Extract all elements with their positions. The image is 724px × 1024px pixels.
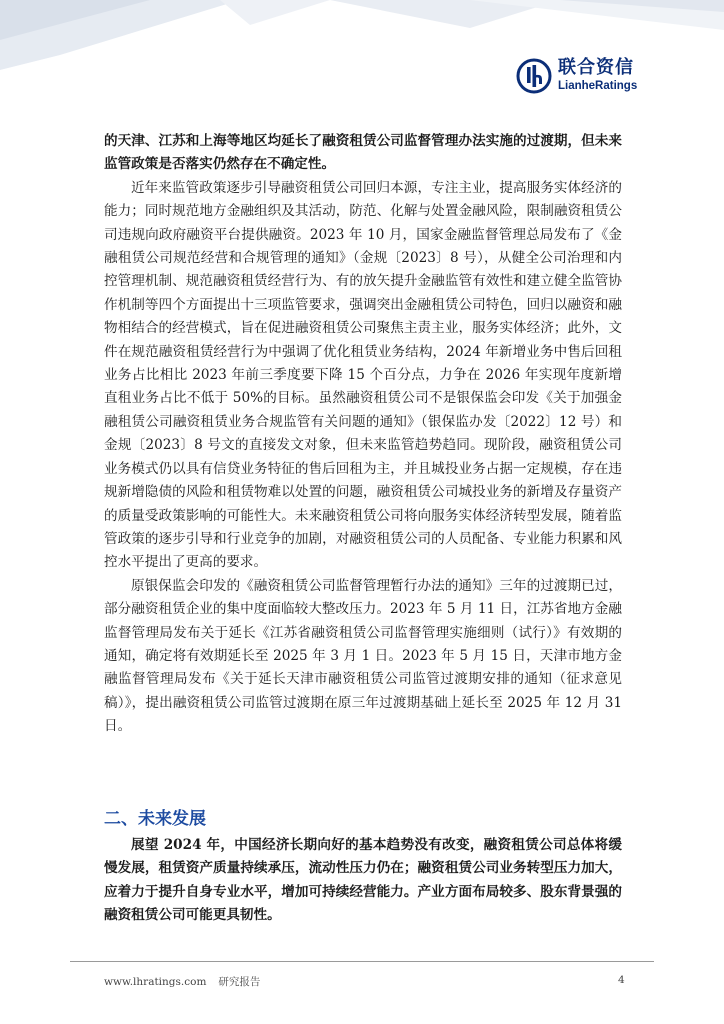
footer-divider: [70, 961, 654, 962]
lianhe-logo-icon: [516, 58, 552, 94]
company-logo: [516, 56, 676, 96]
paragraph-regulatory-policy: 近年来监管政策逐步引导融资租赁公司回归本源，专注主业，提高服务实体经济的能力；同时规范地方金融组织及其活动，防范、化解与处置金融风险，限制融资租赁公司违规向政府融资平台提供融资。2023 年 10 月，国家金融监督管理总局发布了《金融租赁公司规范经营和合规管理的通知》（金规〔2023〕8 号），从健全公司治理和内控管理机制、规范融资租赁经营行为、有的放矢提升金融监管有效性和建立健全监管协作机制等四个方面提出十三项监管要求，强调突出金融租赁公司特色，回归以融资和融物相结合的经营模式，旨在促进融资租赁公司聚焦主责主业，服务实体经济；此外，文件在规范融资租赁经营行为中强调了优化租赁业务结构，2024 年新增业务中售后回租业务占比相比 2023 年前三季度要下降 15 个百分点，力争在 2026 年实现年度新增直租业务占比不低于 50%的目标。虽然融资租赁公司不是银保监会印发《关于加强金融租赁公司融资租赁业务合规监管有关问题的通知》（银保监办发〔2022〕12 号）和金规〔2023〕8 号文的直接发文对象，但未来监管趋势趋同。现阶段，融资租赁公司业务模式仍以具有信贷业务特征的售后回租为主，并且城投业务占据一定规模，存在违规新增隐债的风险和租赁物难以处置的问题，融资租赁公司城投业务的新增及存量资产的质量受政策影响的可能性大。未来融资租赁公司将向服务实体经济转型发展，随着监管政策的逐步引导和行业竞争的加剧，对融资租赁公司的人员配备、专业能力积累和风控水平提出了更高的要求。: [104, 179, 622, 571]
paragraph-transition-period: 原银保监会印发的《融资租赁公司监督管理暂行办法的通知》三年的过渡期已过，部分融资租赁企业的集中度面临较大整改压力。2023 年 5 月 11 日，江苏省地方金融监督管理局发布关于延长《江苏省融资租赁公司监督管理实施细则（试行）》有效期的通知，确定将有效期延长至 2025 年 3 月 1 日。2023 年 5 月 15 日，天津市地方金融监督管理局发布《关于延长天津市融资租赁公司监管过渡期安排的通知（征求意见稿）》，提出融资租赁公司监管过渡期在原三年过渡期基础上延长至 2025 年 12 月 31 日。: [104, 577, 622, 735]
footer-info: [104, 974, 260, 989]
footer-doc-type: 研究报告: [218, 976, 261, 988]
main-content: [104, 130, 622, 739]
footer-website-link[interactable]: www.lhratings.com: [104, 976, 207, 988]
logo-english-name: LianheRatings: [558, 80, 638, 93]
section-paragraph: 展望 2024 年，中国经济长期向好的基本趋势没有改变，融资租赁公司总体将缓慢发展，租赁资产质量持续承压，流动性压力仍在；融资租赁公司业务转型压力加大，应着力于提升自身专业水平，增加可持续经营能力。产业方面布局较多、股东背景强的融资租赁公司可能更具韧性。: [104, 837, 622, 924]
section-title: 二、未来发展: [104, 809, 206, 829]
logo-chinese-name: 联合资信: [558, 57, 634, 79]
lead-paragraph: 的天津、江苏和上海等地区均延长了融资租赁公司监督管理办法实施的过渡期，但未来监管政策是否落实仍然存在不确定性。: [104, 133, 622, 173]
page-number: 4: [618, 974, 625, 986]
